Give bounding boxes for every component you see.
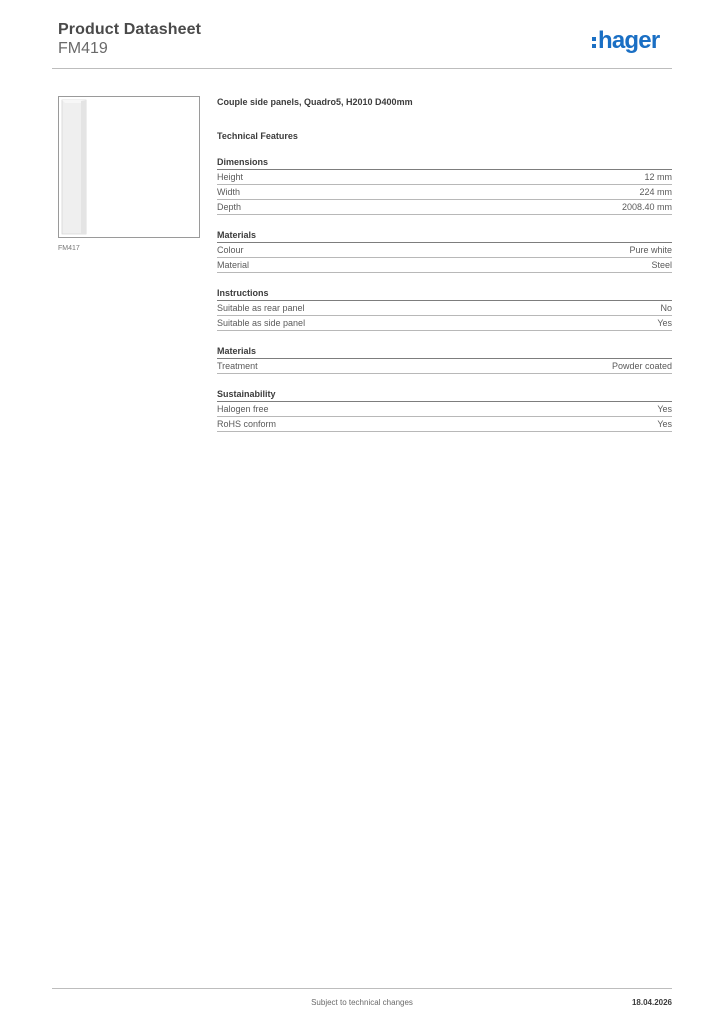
- logo-text: hager: [598, 27, 660, 54]
- spec-label: Material: [217, 260, 250, 270]
- spec-row: [217, 417, 672, 432]
- spec-label: Height: [217, 172, 244, 182]
- section-title: Dimensions: [217, 156, 672, 170]
- spec-section: [217, 287, 672, 331]
- footer-divider: [52, 988, 672, 989]
- spec-value: No: [660, 303, 672, 313]
- spec-label: Width: [217, 187, 241, 197]
- spec-label: Depth: [217, 202, 242, 212]
- spec-label: Colour: [217, 245, 244, 255]
- spec-value: Yes: [657, 404, 672, 414]
- spec-section: [217, 345, 672, 374]
- spec-row: [217, 243, 672, 258]
- spec-value: Powder coated: [611, 361, 672, 371]
- spec-section: [217, 156, 672, 215]
- spec-section: [217, 388, 672, 432]
- technical-features-heading: Technical Features: [217, 131, 298, 141]
- spec-label: RoHS conform: [217, 419, 277, 429]
- image-caption: FM417: [58, 245, 80, 252]
- section-title: Materials: [217, 345, 672, 359]
- page-title: Product Datasheet: [58, 21, 202, 38]
- spec-row: [217, 185, 672, 200]
- product-image: [58, 96, 200, 238]
- spec-label: Suitable as side panel: [217, 318, 306, 328]
- spec-row: [217, 258, 672, 273]
- spec-row: [217, 301, 672, 316]
- specification-content: [217, 96, 672, 432]
- spec-row: [217, 359, 672, 374]
- section-title: Instructions: [217, 287, 672, 301]
- spec-label: Treatment: [217, 361, 258, 371]
- spec-value: Yes: [657, 318, 672, 328]
- spec-value: Pure white: [629, 245, 672, 255]
- spec-value: 2008.40 mm: [621, 202, 672, 212]
- header-divider: [52, 68, 672, 69]
- spec-section: [217, 229, 672, 273]
- spec-row: [217, 200, 672, 215]
- spec-value: Steel: [651, 260, 672, 270]
- spec-value: 224 mm: [639, 187, 672, 197]
- spec-value: 12 mm: [644, 172, 672, 182]
- product-description: Couple side panels, Quadro5, H2010 D400mm: [217, 97, 413, 107]
- spec-sections: [217, 156, 672, 432]
- footer-note: Subject to technical changes: [311, 998, 413, 1007]
- product-code: FM419: [58, 40, 108, 57]
- section-title: Sustainability: [217, 388, 672, 402]
- spec-value: Yes: [657, 419, 672, 429]
- spec-row: [217, 316, 672, 331]
- spec-row: [217, 170, 672, 185]
- spec-label: Suitable as rear panel: [217, 303, 305, 313]
- section-title: Materials: [217, 229, 672, 243]
- logo-dots-icon: [592, 37, 596, 48]
- footer-date: 18.04.2026: [631, 998, 672, 1007]
- side-panel-illustration: [59, 97, 199, 237]
- spec-row: [217, 402, 672, 417]
- hager-logo: [592, 28, 659, 54]
- spec-label: Halogen free: [217, 404, 269, 414]
